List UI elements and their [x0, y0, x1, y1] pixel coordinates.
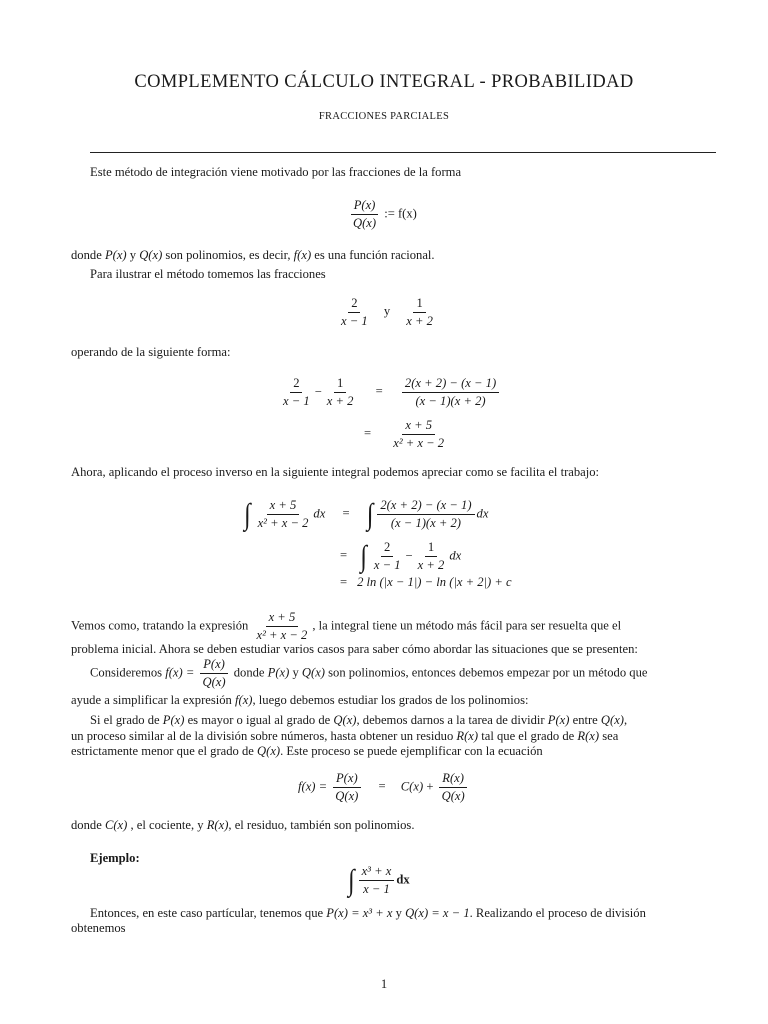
paragraph-consider-line1: Consideremos f(x) = $\frac{P(x)}{Q(x)}$ donde P(x) y Q(x) son polinomios, entonces debemos empezar por un método que	[90, 657, 648, 689]
equation-rational-function: $\frac{P(x)}{Q(x)}$ := f(x)	[348, 198, 417, 231]
paragraph-polynomials: donde P(x) y Q(x) son polinomios, es decir, f(x) es una función racional.	[71, 248, 435, 262]
page-subtitle: FRACCIONES PARCIALES	[318, 111, 450, 122]
equation-combination-line1: $\frac{2}{x - 1}$ − $\frac{1}{x + 2}$ = $\frac{2(x + 2) - (x - 1)}{(x - 1)(x + 2)}$	[278, 376, 501, 409]
paragraph-quotient-residue: donde C(x) , el cociente, y R(x), el residuo, también son polinomios.	[71, 818, 415, 832]
paragraph-degree-line2: un proceso similar al de la división sobre números, hasta obtener un residuo R(x) tal que el grado de R(x) sea	[71, 729, 619, 743]
equation-integral-line2: = ∫ $\frac{2}{x - 1}$ − $\frac{1}{x + 2}$ dx	[340, 540, 462, 573]
paragraph-example-line2: obtenemos	[71, 921, 126, 935]
example-label: Ejemplo:	[90, 851, 140, 865]
equation-integral-line3: = 2 ln (|x − 1|) − ln (|x + 2|) + c	[340, 575, 512, 589]
equation-integral-line1: ∫ $\frac{x + 5}{\text{x² + x − 2}}$ dx = ∫ $\frac{2(x + 2) - (x - 1)}{(x - 1)(x + 2)}$ dx	[244, 498, 489, 531]
paragraph-consider-line2: ayude a simplificar la expresión f(x), luego debemos estudiar los grados de los polinomios:	[71, 693, 529, 707]
paragraph-intro: Este método de integración viene motivado por las fracciones de la forma	[90, 165, 462, 179]
paragraph-inverse-process: Ahora, aplicando el proceso inverso en la siguiente integral podemos apreciar como se facilita el trabajo:	[71, 465, 600, 479]
title-divider	[90, 152, 716, 153]
equation-combination-line2: = $\frac{x + 5}{\text{x² + x − 2}}$	[364, 418, 445, 450]
paragraph-observe-line2: problema inicial. Ahora se deben estudiar varios casos para saber cómo abordar las situaciones que se presenten:	[71, 642, 638, 656]
paragraph-illustrate: Para ilustrar el método tomemos las fracciones	[90, 267, 326, 281]
equation-example-integral: ∫ $\frac{\text{x³ + x}}{x - 1}$ dx	[348, 864, 410, 897]
paragraph-observe-line1: Vemos como, tratando la expresión $\frac{x + 5}{\text{x² + x − 2}}$ , la integral tiene un método más fácil para ser resuelta que el	[71, 610, 622, 642]
equation-two-fractions: $\frac{2}{x - 1}$ y $\frac{1}{x + 2}$	[341, 296, 433, 328]
paragraph-example-line1: Entonces, en este caso partícular, tenemos que P(x) = x³ + x y Q(x) = x − 1. Realizando el proceso de división	[90, 906, 646, 920]
page-number: 1	[380, 977, 388, 991]
paragraph-degree-line1: Si el grado de P(x) es mayor o igual al grado de Q(x), debemos darnos a la tarea de dividir P(x) entre Q(x),	[90, 713, 628, 727]
page-title: COMPLEMENTO CÁLCULO INTEGRAL - PROBABILIDAD	[134, 72, 634, 92]
paragraph-operating: operando de la siguiente forma:	[71, 345, 231, 359]
equation-division: f(x) = $\frac{P(x)}{Q(x)}$ = C(x) + $\frac{R(x)}{Q(x)}$	[298, 771, 470, 804]
paragraph-degree-line3: estrictamente menor que el grado de Q(x). Este proceso se puede ejemplificar con la ecuación	[71, 744, 543, 758]
